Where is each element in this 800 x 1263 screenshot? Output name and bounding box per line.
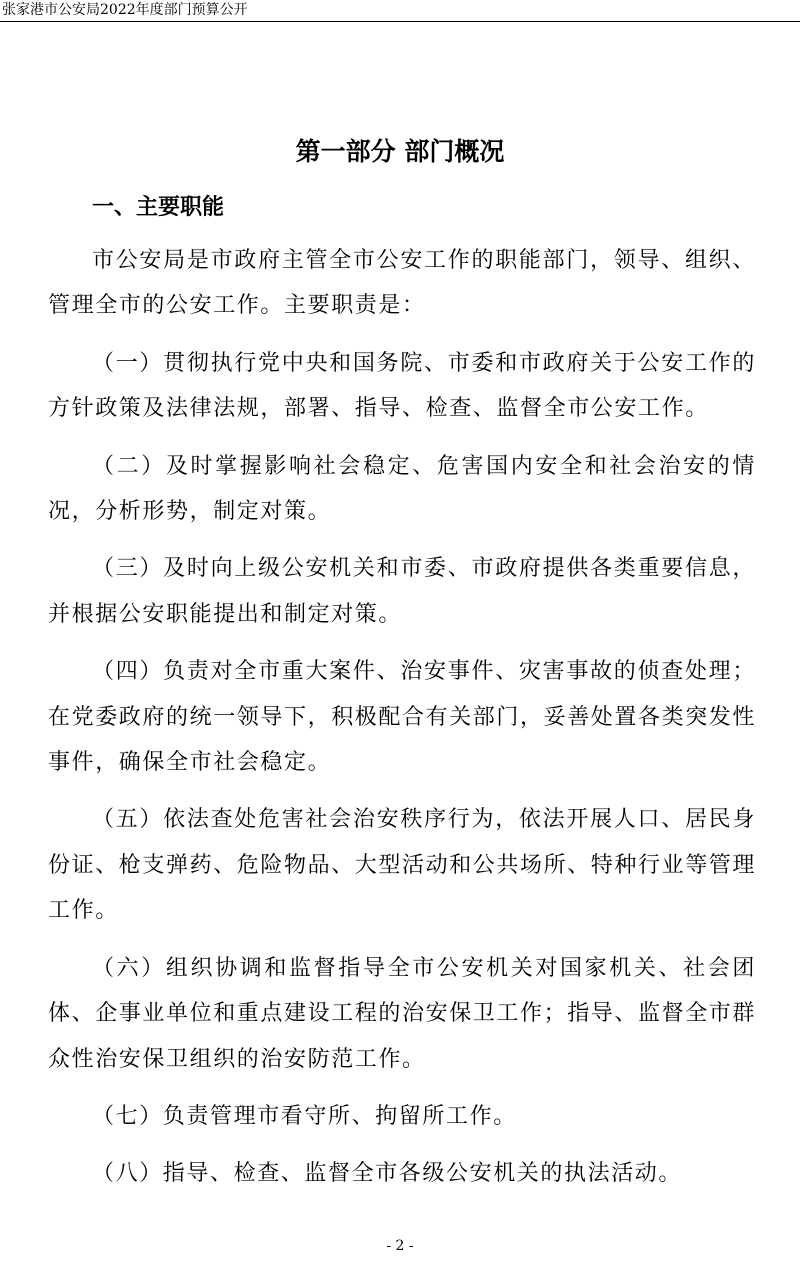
page-header: [0, 0, 800, 22]
duty-item-7: （七）负责管理市看守所、拘留所工作。: [92, 1103, 517, 1129]
duty-item-1: （一）贯彻执行党中央和国务院、市委和市政府关于公安工作的方针政策及法律法规，部署、指导、检查、监督全市公安工作。: [48, 350, 756, 422]
duty-item-3: （三）及时向上级公安机关和市委、市政府提供各类重要信息，并根据公安职能提出和制定对策。: [48, 556, 756, 627]
duty-item-6: （六）组织协调和监督指导全市公安机关对国家机关、社会团体、企事业单位和重点建设工程的治安保卫工作；指导、监督全市群众性治安保卫组织的治安防范工作。: [48, 955, 757, 1072]
body-content: [48, 238, 756, 1197]
intro-paragraph: 市公安局是市政府主管全市公安工作的职能部门，领导、组织、管理全市的公安工作。主要职责是：: [48, 248, 756, 319]
duty-item-2: （二）及时掌握影响社会稳定、危害国内安全和社会治安的情况，分析形势，制定对策。: [48, 453, 756, 525]
page-number: - 2 -: [386, 1238, 414, 1254]
header-text: 张家港市公安局2022年度部门预算公开: [2, 2, 248, 18]
duty-item-4: （四）负责对全市重大案件、治安事件、灾害事故的侦查处理；在党委政府的统一领导下，积极配合有关部门，妥善处置各类突发性事件，确保全市社会稳定。: [48, 659, 757, 776]
document-title: 第一部分 部门概况: [295, 137, 505, 166]
section-heading: 一、主要职能: [92, 195, 225, 220]
duty-item-5: （五）依法查处危害社会治安秩序行为，依法开展人口、居民身份证、枪支弹药、危险物品、大型活动和公共场所、特种行业等管理工作。: [48, 807, 757, 924]
duty-item-8: （八）指导、检查、监督全市各级公安机关的执法活动。: [92, 1161, 683, 1187]
